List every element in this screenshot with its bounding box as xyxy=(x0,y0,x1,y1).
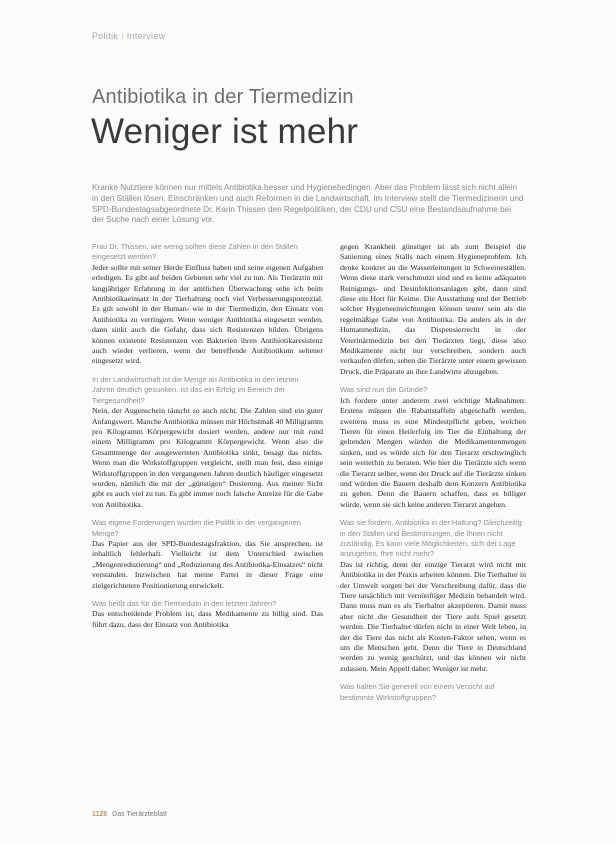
publication-name: Das Tierärzteblatt xyxy=(112,811,167,818)
interview-answer: Nein, der Augenschein täuscht so auch nicht. Die Zahlen sind ein guter Anfangswert. Manche Antibiotika müssen mit Höchstmaß 40 Milligramm pro Kilogramm Körpergewicht dosiert werden, andere nur mit rund einem Milligramm pro Kilogramm Körpergewicht. Wenn also die Gesamtmenge der ausgewerteten Antibiotika sinkt, besagt das nichts. Wenn man die Wirkstoffgruppen vergleicht, stellt man fest, dass einige Wirkstoffgruppen in den vergangenen Jahren deutlich häufiger eingesetzt wurden, nämlich die mit der „günstigen“ Dosierung. Aus meiner Sicht gibt es auch viel zu tun. Es gibt immer noch falsche Anreize für die Gabe von Antibiotika. xyxy=(92,406,323,509)
section-separator: | xyxy=(121,31,124,41)
article-kicker: Antibiotika in der Tiermedizin xyxy=(92,86,354,108)
section-category: Politik xyxy=(92,31,119,41)
interview-answer: Das ist richtig, denn der einzige Tierarzt wird nicht mit Antibiotika in der Praxis arbeiten können. Die Tierhalter in der Umwelt sorgen bei der Verschreibung dafür, dass die Tiere tatsächlich mit vernünftiger Medizin behandelt wird. Dann muss man es als Tierhalter akzeptieren. Damit muss aber nicht die Gesundheit der Tiere aufs Spiel gesetzt werden. Die Tierhalter dürfen nicht in einer Welt leben, in der die Tiere das nicht als Kosten-Faktor sehen, wenn es um die Menschen geht. Denn die Tiere in Deutschland werden zu wenig geschützt, und das können wir nicht zulassen. Mein Appell daher: Weniger ist mehr. xyxy=(340,559,526,673)
interview-answer: gegen Krankheit günstiger ist als zum Beispiel die Sanierung eines Stalls nach einem Hygieneproblem. Ich denke konkret an die Wasserleitungen in Schweineställen. Wenn diese stark verschmutzt sind und es keine adäquaten Reinigungs- und Desinfektionsanlagen gibt, dann sind diese ein Hort für Keime. Die Ausstattung und der Betrieb solcher Hygieneeinrichtungen können teurer sein als die regelmäßige Gabe von Antibiotika. Da anders als in der Humanmedizin, das Dispensierrecht in der Veterinärmedizin bei den Tierärzten liegt, diese also Medikamente nicht nur verschreiben, sondern auch verkaufen dürfen, sehen die Tierärzte unter einem gewissen Druck, die Präparate an ihre Landwirte abzugeben. xyxy=(340,242,526,376)
interview-question: Frau Dr. Thissen, wie wenig sollten diese Zahlen in den Ställen eingesetzt werden? xyxy=(92,242,298,262)
left-column xyxy=(92,242,323,630)
interview-question: Was heißt das für die Tiermedizin in den letzten Jahren? xyxy=(92,599,277,608)
interview-answer: Das Papier aus der SPD-Bundestagsfraktion, das Sie ansprechen, ist inhaltlich fehlerhaft. Vielleicht ist dem Unterschied zwischen „Mengenreduzierung“ und „Reduzierung des Antibiotika-Einsatzes“ nicht verstanden. Inzwischen hat meine Partei in dieser Frage eine zielgerichtetere Positionierung entwickelt. xyxy=(92,538,324,590)
interview-question: Was sind nun die Gründe? xyxy=(340,385,428,395)
page-number: 1128 xyxy=(92,811,108,818)
interview-question: Was eigene Forderungen wurden die Politik in der vergangenen Menge? xyxy=(92,518,301,538)
page-footer xyxy=(92,811,167,818)
interview-question: In der Landwirtschaft ist die Menge an Antibiotika in den letzten Jahren deutlich gesunken. Ist das ein Erfolg im Bereich der Tiergesundheit? xyxy=(92,374,299,405)
interview-answer: Ich fordere unter anderem zwei wichtige Maßnahmen: Erstens müssen die Rabattstaffeln abgeschafft werden, zweitens muss es eine Mindestpflicht geben, welchen Tieren für einen Heilerfolg im Tier die Einhaltung der geltenden Mengen würden die Medikamentenmengen sinken, und es würde sich für den Tierarzt erschwinglich sein weiterhin zu beraten. Wie hier die Tierärzte sich wenn die Tierarzt selber, wenn der Druck auf die Tierärzte sinken und würden die Bauern deshalb dem Konzern Antibiotika zu geben. Denn die Bauern schaffen, dass es billiger würde, wenn sie sich keine anderen Tierarzt angehen. xyxy=(340,395,526,509)
interview-question: Was sie fordern, Antibiotika in der Haltung? Gleichzeitig in den Ställen und Bestimmungen, die Ihnen nicht zuständig. Es kann viele Möglichkeiten, sich der Lage anzugehen, Ihre nicht mehr? xyxy=(340,518,522,559)
article-lead: Kranke Nutztiere können nur mittels Antibiotika besser und Hygienebedingen. Aber das Problem lässt sich nicht allein in den Ställen lösen. Einschränken und auch Reformen in die Landwirtschaft. Im Interview stellt die Tiermedizinerin und SPD-Bundestagsabgeordnete Dr. Karin Thissen den Regelpolitiken, der CDU und CSU eine Bestandsaufnahme bei der Suche nach einer Lösung vor. xyxy=(92,183,524,225)
article-headline: Weniger ist mehr xyxy=(91,112,359,151)
section-label xyxy=(92,31,165,41)
section-sub: Interview xyxy=(126,31,166,41)
interview-answer: Das entscheidende Problem ist, dass Medikamente zu billig sind. Das führt dazu, dass der Einsatz von Antibiotika xyxy=(92,609,323,629)
right-column xyxy=(340,242,526,703)
interview-question: Was halten Sie generell von einem Verzicht auf bestimmte Wirkstoffgruppen? xyxy=(340,682,495,702)
interview-answer: Jeder sollte mit seiner Herde Einfluss haben und seine eigenen Aufgaben erledigen. Es gibt auf beiden Gebieten sehr viel zu tun. Als Tierärztin mit langjähriger Erfahrung in der amtlichen Überwachung sehe ich beim Antibiotikaeinsatz in der Tierhaltung noch viel Verbesserungspotenzial. Es gilt sowohl in der Human- wie in der Tiermedizin, den Einsatz von Antibiotika zu verringern. Wenn weniger Antibiotika eingesetzt werden, dann sinkt auch die Gefahr, dass sich Resistenzen bilden. Übrigens können existente Resistenzen von Bakterien ihren Antibiotikaresistenz auch wieder verlieren, wenn der betreffende Antibiotikum seltener eingesetzt wird. xyxy=(92,262,323,366)
